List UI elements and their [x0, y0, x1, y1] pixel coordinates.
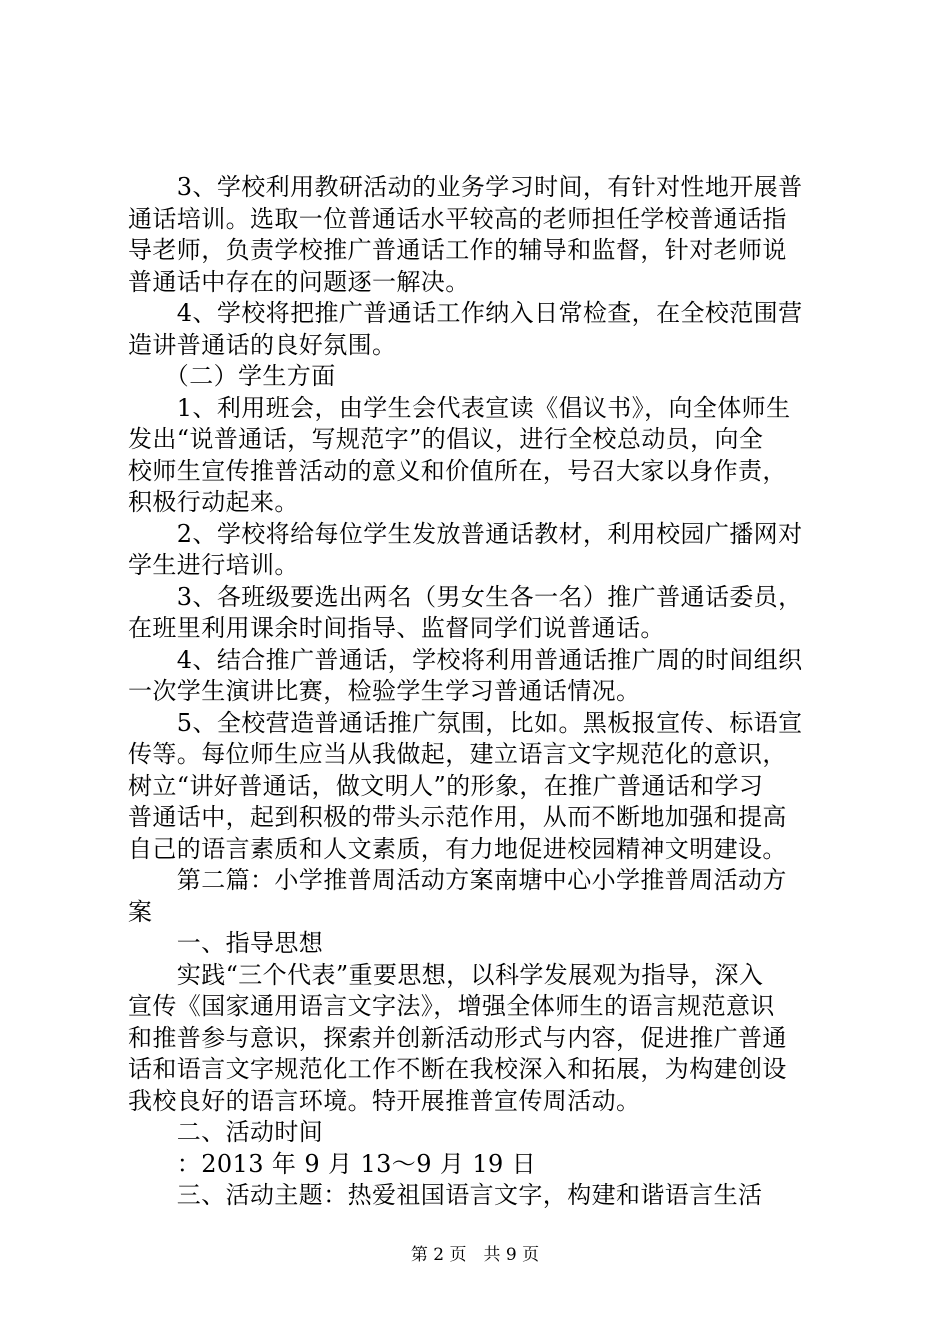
text-line: 宣传《国家通用语言文字法》，增强全体师生的语言规范意识 [128, 992, 775, 1020]
text-line: 我校良好的语言环境。特开展推普宣传周活动。 [128, 1086, 641, 1115]
text-line: 1、利用班会，由学生会代表宣读《倡议书》，向全体师生 [128, 393, 791, 422]
text-line: 在班里利用课余时间指导、监督同学们说普通话。 [128, 614, 665, 642]
chapter-title: 案 [128, 897, 153, 926]
text-line: 3、学校利用教研活动的业务学习时间，有针对性地开展普 [128, 173, 803, 201]
text-line: 发出“说普通话，写规范字”的倡议，进行全校总动员，向全 [128, 425, 764, 453]
text-line: 4、结合推广普通话，学校将利用普通话推广周的时间组织 [128, 645, 803, 674]
chapter-title: 第二篇：小学推普周活动方案南塘中心小学推普周活动方 [128, 866, 787, 894]
text-line: 和推普参与意识，探索并创新活动形式与内容，促进推广普通 [128, 1023, 787, 1052]
section-heading: 一、指导思想 [128, 929, 324, 957]
text-line: 学生进行培训。 [128, 551, 299, 579]
text-line: 树立“讲好普通话，做文明人”的形象，在推广普通话和学习 [128, 771, 764, 800]
text-line: 5、全校营造普通话推广氛围，比如。黑板报宣传、标语宣 [128, 708, 803, 737]
text-line: 4、学校将把推广普通话工作纳入日常检查，在全校范围营 [128, 299, 803, 327]
text-line: 传等。每位师生应当从我做起，建立语言文字规范化的意识， [128, 740, 787, 768]
text-line: 3、各班级要选出两名（男女生各一名）推广普通话委员， [128, 582, 803, 611]
text-line: 实践“三个代表”重要思想，以科学发展观为指导，深入 [128, 960, 764, 989]
document-body [128, 172, 828, 1212]
text-line: 造讲普通话的良好氛围。 [128, 330, 397, 359]
section-heading: （二）学生方面 [128, 362, 336, 390]
section-heading: 二、活动时间 [128, 1118, 324, 1146]
text-line: 一次学生演讲比赛，检验学生学习普通话情况。 [128, 677, 641, 705]
page-number: 第 2 页 共 9 页 [410, 1245, 540, 1265]
text-line: ：2013 年 9 月 13～9 月 19 日 [128, 1149, 537, 1178]
text-line: 导老师，负责学校推广普通话工作的辅导和监督，针对老师说 [128, 236, 787, 264]
text-line: 普通话中，起到积极的带头示范作用，从而不断地加强和提高 [128, 803, 787, 831]
section-heading: 三、活动主题：热爱祖国语言文字，构建和谐语言生活 [128, 1181, 763, 1209]
text-line: 校师生宣传推普活动的意义和价值所在，号召大家以身作责， [128, 456, 787, 485]
text-line: 积极行动起来。 [128, 488, 299, 516]
text-line: 通话培训。选取一位普通话水平较高的老师担任学校普通话指 [128, 204, 787, 233]
text-line: 普通话中存在的问题逐一解决。 [128, 267, 470, 296]
text-line: 2、学校将给每位学生发放普通话教材，利用校园广播网对 [128, 519, 803, 548]
text-line: 自己的语言素质和人文素质，有力地促进校园精神文明建设。 [128, 834, 787, 863]
text-line: 话和语言文字规范化工作不断在我校深入和拓展，为构建创设 [128, 1055, 787, 1083]
